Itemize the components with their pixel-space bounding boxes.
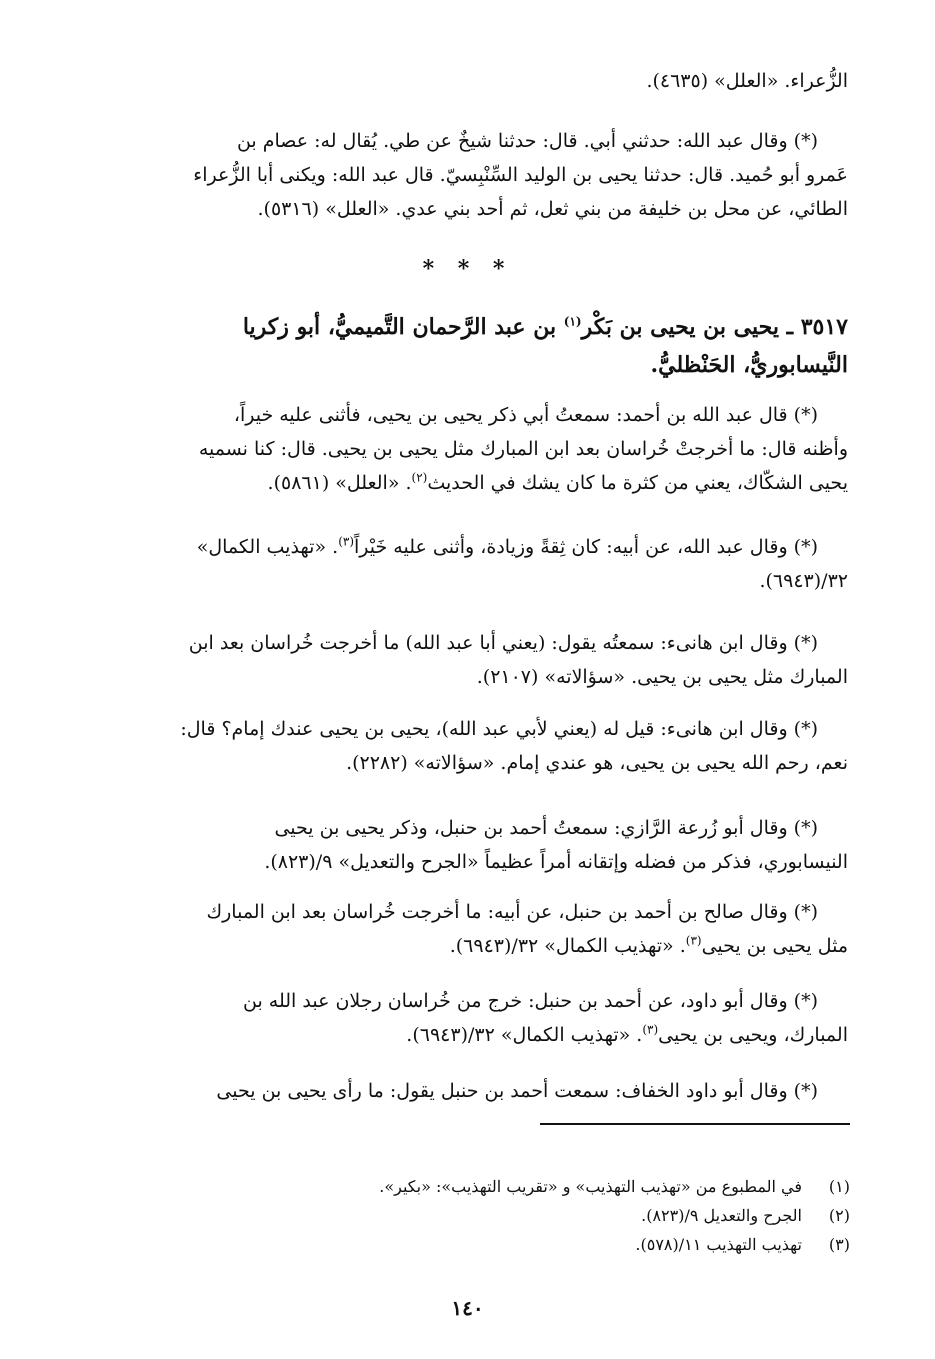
text-span: . «العلل» (٥٨٦١). [267, 472, 412, 494]
narration-paragraph [78, 398, 848, 500]
footnote-marker: (٢) [411, 470, 428, 485]
text-line: (*) وقال أبو داود الخفاف: سمعت أحمد بن حنبل يقول: ما رأى يحيى بن يحيى [216, 1080, 818, 1102]
narration-paragraph [78, 712, 848, 780]
heading-text: بن عبد الرَّحمان التَّميميُّ، أبو زكريا [242, 314, 564, 340]
section-separator: * * * [422, 256, 513, 282]
narration-paragraph [78, 1074, 848, 1108]
footnote-marker: (١) [563, 314, 582, 329]
entry-heading [78, 308, 848, 384]
text-line: (*) قال عبد الله بن أحمد: سمعتُ أبي ذكر يحيى بن يحيى، فأثنى عليه خيراً، [233, 404, 818, 426]
text-span: . «تهذيب الكمال» [196, 536, 339, 558]
footnote-marker: (٣) [338, 534, 355, 549]
footnote-number: (١) [828, 1177, 850, 1196]
footnote-number: (٣) [828, 1235, 850, 1254]
continued-paragraph [78, 64, 848, 98]
text-line [78, 530, 848, 564]
text-span: (*) وقال عبد الله، عن أبيه: كان ثِقةً وزيادة، وأثنى عليه خَيْراً [354, 536, 818, 558]
text-line: نعم، رحم الله يحيى بن يحيى، هو عندي إمام. «سؤالاته» (٢٢٨٢). [346, 752, 848, 774]
text-line: الزُّعراء. «العلل» (٤٦٣٥). [646, 70, 848, 92]
text-line [78, 1018, 848, 1052]
text-line: (*) وقال ابن هانىء: قيل له (يعني لأبي عبد الله)، يحيى بن يحيى عندك إمام؟ قال: [180, 718, 818, 740]
text-line: (*) وقال أبو زُرعة الرَّازي: سمعتُ أحمد بن حنبل، وذكر يحيى بن يحيى [274, 817, 818, 839]
narration-paragraph [78, 895, 848, 963]
text-line: (*) وقال أبو داود، عن أحمد بن حنبل: خرج من خُراسان رجلان عبد الله بن [242, 990, 818, 1012]
text-span: يحيى الشكّاك، يعني من كثرة ما كان يشك في الحديث [427, 472, 848, 494]
footnote [90, 1201, 850, 1230]
footnote-text: الجرح والتعديل ٩/(٨٢٣). [641, 1206, 802, 1225]
text-span: . «تهذيب الكمال» ٣٢/(٦٩٤٣). [406, 1024, 643, 1046]
page-number: ١٤٠ [451, 1296, 484, 1320]
narration-paragraph [78, 124, 848, 226]
footnote [90, 1230, 850, 1259]
footnote [90, 1172, 850, 1201]
text-line: عَمرو أبو حُميد. قال: حدثنا يحيى بن الوليد السِّنْبِسيّ. قال عبد الله: ويكنى أبا الزُّعراء [193, 164, 848, 186]
narration-paragraph [78, 530, 848, 598]
narration-paragraph [78, 984, 848, 1052]
text-line: (*) وقال عبد الله: حدثني أبي. قال: حدثنا شيخٌ عن طي. يُقال له: عصام بن [236, 130, 818, 152]
text-line: ٣٢/(٦٩٤٣). [759, 570, 848, 592]
text-span: مثل يحيى بن يحيى [701, 935, 848, 957]
narration-paragraph [78, 626, 848, 694]
text-span: . «تهذيب الكمال» ٣٢/(٦٩٤٣). [449, 935, 686, 957]
heading-line [78, 308, 848, 346]
footnotes [90, 1172, 850, 1259]
heading-line: النَّيسابوريُّ، الحَنْظليُّ. [650, 352, 848, 378]
footnote-marker: (٣) [685, 933, 702, 948]
text-line: (*) وقال صالح بن أحمد بن حنبل، عن أبيه: ما أخرجت خُراسان بعد ابن المبارك [206, 901, 818, 923]
text-line: وأظنه قال: ما أخرجتْ خُراسان بعد ابن المبارك مثل يحيى بن يحيى. قال: كنا نسميه [198, 438, 848, 460]
footnote-number: (٢) [828, 1206, 850, 1225]
footnote-text: تهذيب التهذيب ١١/(٥٧٨). [635, 1235, 802, 1254]
text-line [78, 929, 848, 963]
heading-text: ٣٥١٧ ـ يحيى بن يحيى بن بَكْر [581, 314, 848, 340]
footnote-text: في المطبوع من «تهذيب التهذيب» و «تقريب التهذيب»: «بكير». [379, 1177, 802, 1196]
footnote-marker: (٣) [642, 1022, 659, 1037]
text-span: المبارك، ويحيى بن يحيى [658, 1024, 848, 1046]
narration-paragraph [78, 811, 848, 879]
text-line: المبارك مثل يحيى بن يحيى. «سؤالاته» (٢١٠٧). [476, 666, 848, 688]
text-line: النيسابوري، فذكر من فضله وإتقانه أمراً عظيماً «الجرح والتعديل» ٩/(٨٢٣). [264, 851, 848, 873]
footnote-divider [540, 1123, 850, 1125]
text-line: الطائي، عن محل بن خليفة من بني ثعل، ثم أحد بني عدي. «العلل» (٥٣١٦). [257, 198, 848, 220]
text-line [78, 466, 848, 500]
text-line: (*) وقال ابن هانىء: سمعتُه يقول: (يعني أبا عبد الله) ما أخرجت خُراسان بعد ابن [188, 632, 818, 654]
